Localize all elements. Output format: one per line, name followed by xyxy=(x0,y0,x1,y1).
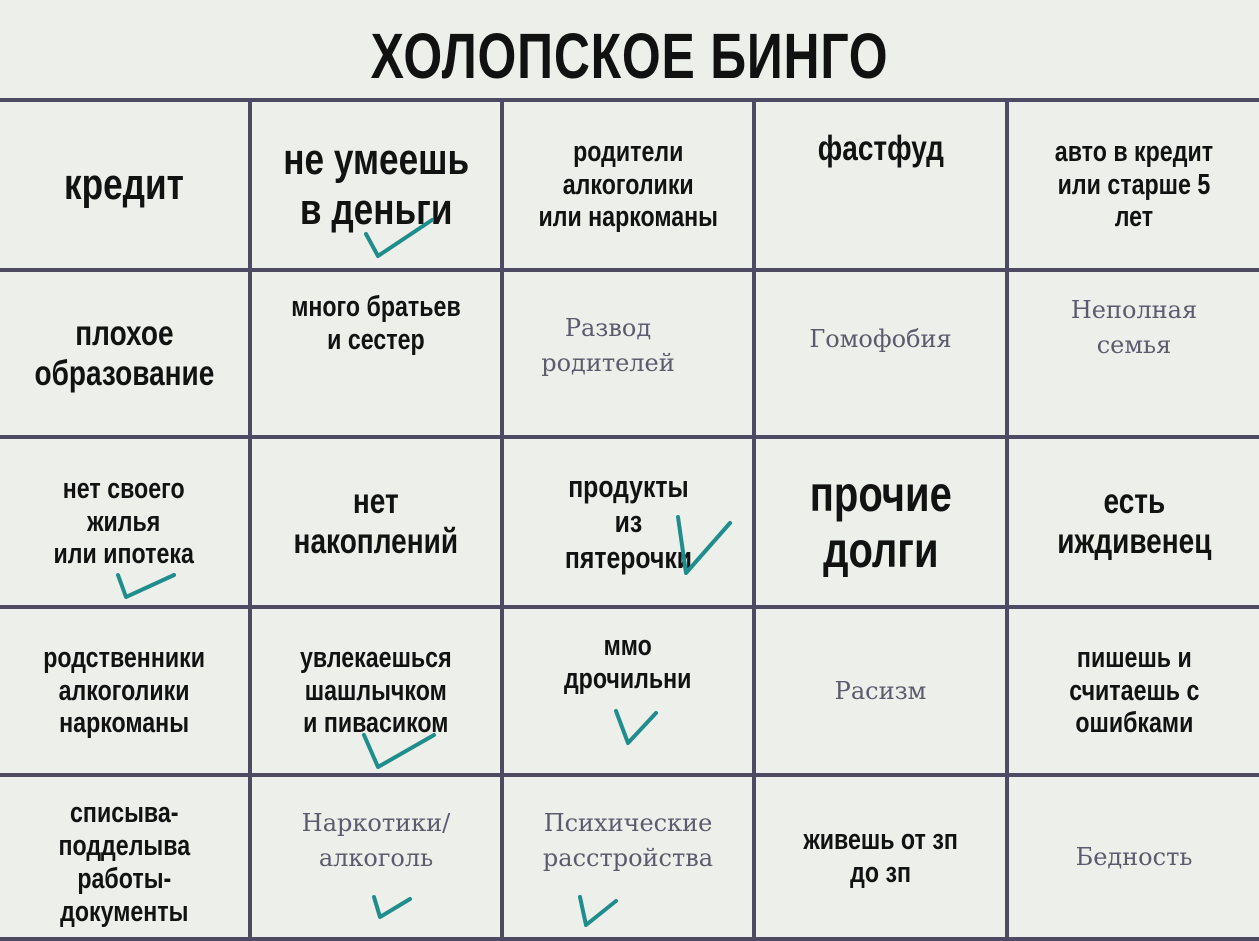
bingo-cell-text: кредит xyxy=(64,160,184,210)
bingo-cell-23[interactable] xyxy=(504,777,756,941)
bingo-cell-22[interactable] xyxy=(252,777,504,941)
bingo-cell-12[interactable] xyxy=(252,439,504,609)
bingo-cell-5[interactable] xyxy=(1009,102,1259,272)
bingo-cell-text: Неполная семья xyxy=(1070,295,1198,359)
bingo-cell-15[interactable] xyxy=(1009,439,1259,609)
bingo-cell-24[interactable] xyxy=(756,777,1009,941)
bingo-title: ХОЛОПСКОЕ БИНГО xyxy=(370,20,889,92)
bingo-cell-20[interactable] xyxy=(1009,609,1259,777)
bingo-cell-text: фастфуд xyxy=(817,129,944,169)
bingo-cell-8[interactable] xyxy=(504,272,756,439)
bingo-cell-text: продукты из пятерочки xyxy=(564,469,692,575)
bingo-cell-2[interactable] xyxy=(252,102,504,272)
checkmark-icon xyxy=(112,567,178,603)
checkmark-icon xyxy=(574,891,622,931)
bingo-cell-text: увлекаешься шашлычком и пивасиком xyxy=(300,641,452,740)
bingo-cell-text: Психические расстройства xyxy=(542,809,714,872)
bingo-grid xyxy=(0,98,1259,937)
bingo-cell-3[interactable] xyxy=(504,102,756,272)
bingo-cell-text: прочие долги xyxy=(809,465,952,578)
bingo-cell-text: ммо дрочильни xyxy=(564,630,692,695)
bingo-cell-1[interactable] xyxy=(0,102,252,272)
bingo-cell-14[interactable] xyxy=(756,439,1009,609)
bingo-cell-21[interactable] xyxy=(0,777,252,941)
bingo-cell-text: родители алкоголики или наркоманы xyxy=(538,135,718,234)
bingo-cell-11[interactable] xyxy=(0,439,252,609)
bingo-cell-text: родственники алкоголики наркоманы xyxy=(43,641,205,740)
bingo-cell-25[interactable] xyxy=(1009,777,1259,941)
bingo-cell-text: Расизм xyxy=(834,676,927,705)
bingo-cell-text: нет накоплений xyxy=(293,482,459,561)
bingo-cell-text: есть иждивенец xyxy=(1056,482,1212,561)
bingo-cell-text: нет своего жилья или ипотека xyxy=(53,472,195,571)
bingo-cell-text: Гомофобия xyxy=(809,325,952,354)
bingo-cell-16[interactable] xyxy=(0,609,252,777)
bingo-cell-text: списыва- подделыва работы- документы xyxy=(58,797,190,928)
bingo-cell-9[interactable] xyxy=(756,272,1009,439)
bingo-cell-19[interactable] xyxy=(756,609,1009,777)
bingo-cell-text: Развод родителей xyxy=(541,313,675,377)
checkmark-icon xyxy=(368,889,414,923)
bingo-cell-13[interactable] xyxy=(504,439,756,609)
checkmark-icon xyxy=(610,703,662,751)
bingo-cell-10[interactable] xyxy=(1009,272,1259,439)
bingo-cell-text: не умеешь в деньги xyxy=(283,135,469,234)
bingo-cell-text: плохое образование xyxy=(34,313,214,393)
bingo-cell-17[interactable] xyxy=(252,609,504,777)
bingo-cell-text: пишешь и считаешь с ошибками xyxy=(1068,641,1200,740)
bingo-cell-text: Бедность xyxy=(1075,842,1193,871)
bingo-cell-18[interactable] xyxy=(504,609,756,777)
bingo-cell-text: живешь от зп до зп xyxy=(803,824,958,889)
bingo-cell-4[interactable] xyxy=(756,102,1009,272)
bingo-cell-7[interactable] xyxy=(252,272,504,439)
bingo-cell-text: авто в кредит или старше 5 лет xyxy=(1054,135,1214,234)
bingo-cell-text: много братьев и сестер xyxy=(291,290,461,356)
bingo-cell-6[interactable] xyxy=(0,272,252,439)
bingo-cell-text: Наркотики/ алкоголь xyxy=(301,809,451,872)
